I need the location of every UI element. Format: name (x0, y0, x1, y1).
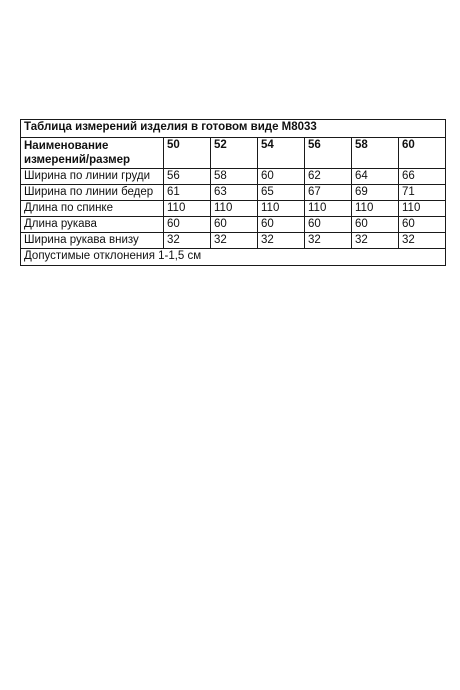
row-value: 110 (211, 201, 258, 217)
row-label: Длина по спинке (21, 201, 164, 217)
row-value: 63 (211, 185, 258, 201)
row-label: Длина рукава (21, 217, 164, 233)
row-value: 69 (352, 185, 399, 201)
row-value: 110 (305, 201, 352, 217)
row-value: 32 (352, 233, 399, 249)
size-header: 52 (211, 138, 258, 169)
row-value: 110 (258, 201, 305, 217)
size-header: 60 (399, 138, 446, 169)
row-value: 67 (305, 185, 352, 201)
row-value: 65 (258, 185, 305, 201)
row-value: 66 (399, 169, 446, 185)
table-row (21, 185, 446, 201)
row-value: 61 (164, 185, 211, 201)
table-row (21, 169, 446, 185)
row-value: 110 (399, 201, 446, 217)
table-note-row (21, 249, 446, 266)
row-value: 60 (258, 169, 305, 185)
size-header: 58 (352, 138, 399, 169)
row-value: 60 (258, 217, 305, 233)
row-value: 32 (258, 233, 305, 249)
row-value: 60 (211, 217, 258, 233)
row-value: 60 (305, 217, 352, 233)
table-title: Таблица измерений изделия в готовом виде М8033 (21, 120, 446, 138)
measurement-sheet (20, 119, 445, 266)
row-label: Ширина рукава внизу (21, 233, 164, 249)
row-value: 32 (164, 233, 211, 249)
table-header-row (21, 138, 446, 169)
table-row (21, 233, 446, 249)
row-value: 58 (211, 169, 258, 185)
row-label: Ширина по линии груди (21, 169, 164, 185)
row-value: 32 (399, 233, 446, 249)
row-value: 110 (164, 201, 211, 217)
row-value: 32 (211, 233, 258, 249)
row-value: 62 (305, 169, 352, 185)
header-label-cell (21, 138, 164, 169)
table-row (21, 201, 446, 217)
row-value: 60 (399, 217, 446, 233)
size-header: 50 (164, 138, 211, 169)
row-value: 32 (305, 233, 352, 249)
header-label-line1: Наименование (24, 140, 109, 152)
size-header: 54 (258, 138, 305, 169)
size-header: 56 (305, 138, 352, 169)
row-value: 56 (164, 169, 211, 185)
measurement-table (20, 119, 446, 266)
table-row (21, 217, 446, 233)
row-value: 71 (399, 185, 446, 201)
header-label-line2: измерений/размер (24, 154, 131, 166)
row-value: 60 (164, 217, 211, 233)
tolerance-note: Допустимые отклонения 1-1,5 см (21, 249, 446, 266)
table-title-row (21, 120, 446, 138)
row-value: 60 (352, 217, 399, 233)
row-value: 110 (352, 201, 399, 217)
row-value: 64 (352, 169, 399, 185)
row-label: Ширина по линии бедер (21, 185, 164, 201)
